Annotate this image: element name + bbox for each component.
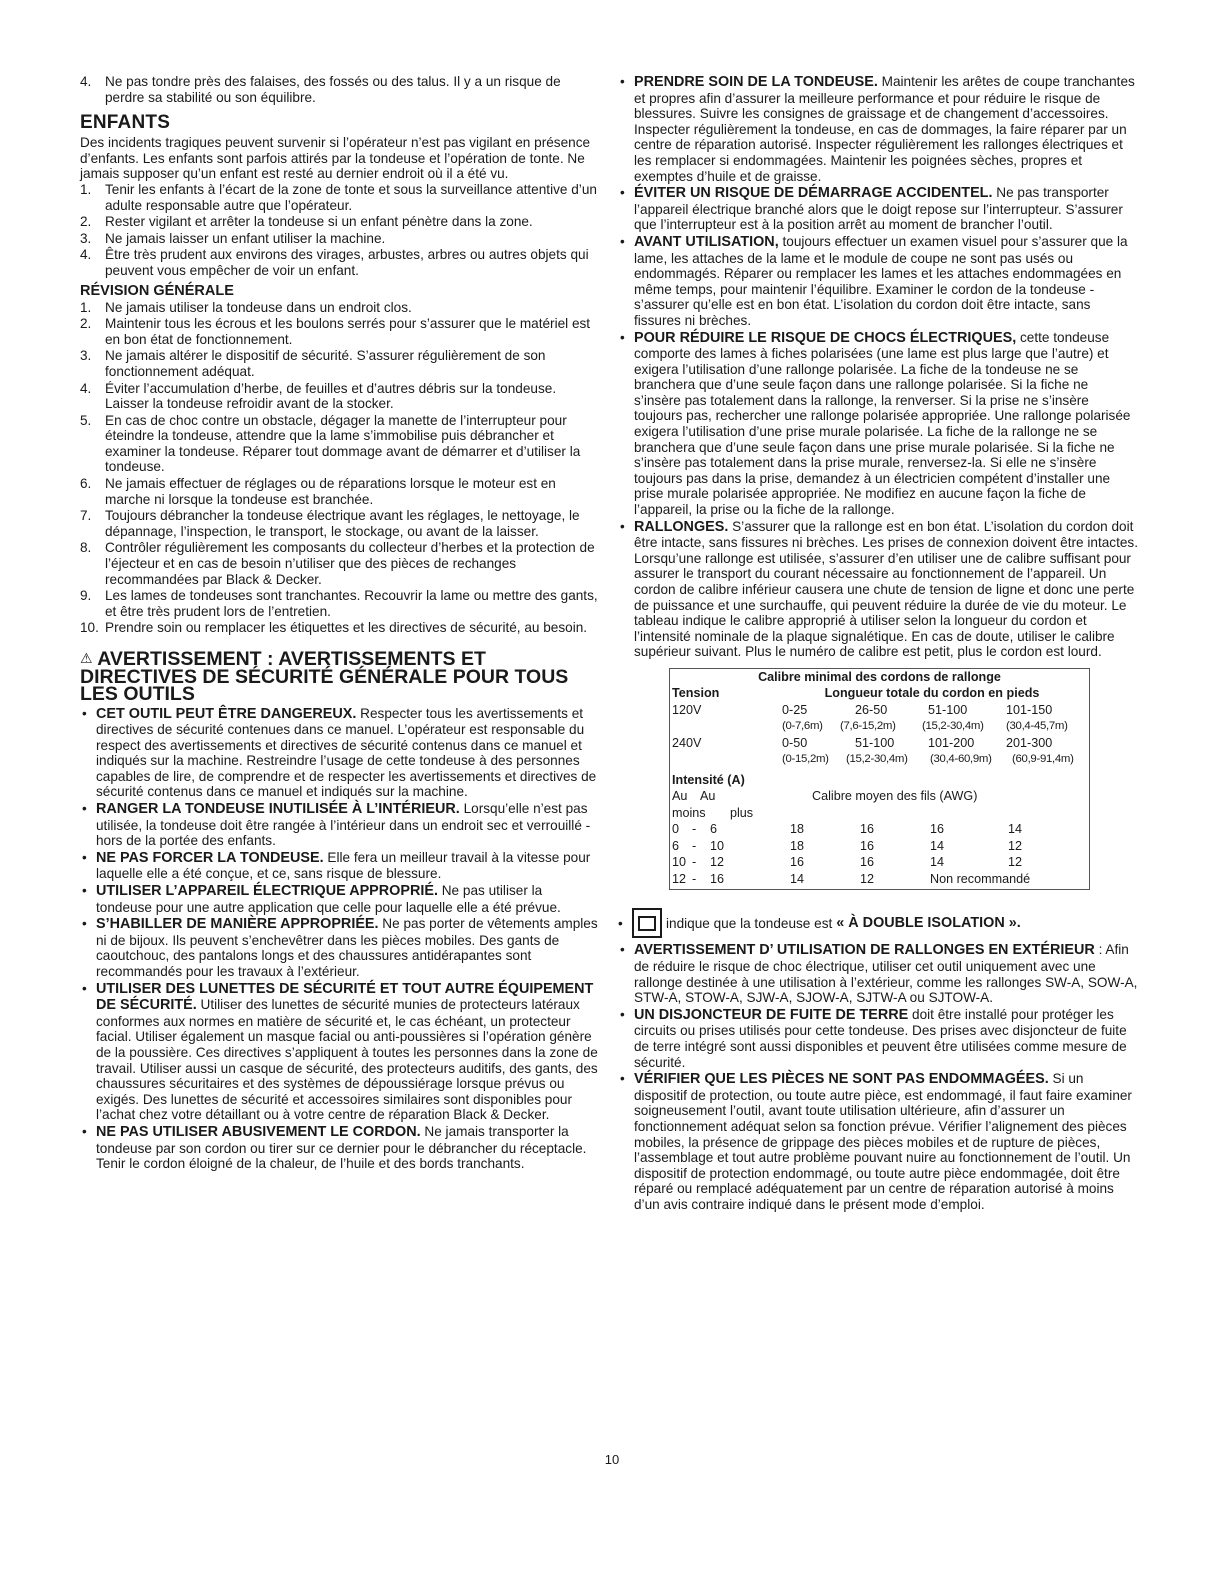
extension-cord-table [669, 668, 1090, 891]
table-row: Au Au Calibre moyen des fils (AWG) [672, 789, 978, 804]
list-item: 2. Maintenir tous les écrous et les boulons serrés pour s’assurer que le matériel est en bon état de fonctionnement. [80, 316, 591, 347]
list-item: • ÉVITER UN RISQUE DE DÉMARRAGE ACCIDENTEL. Ne pas transporter l’appareil électrique branché alors que le doigt repose sur l’interrupteur. S’assurer que l’interrupteur est à la position arrêt au moment de brancher l’outil. [620, 185, 1123, 233]
list-item: • AVANT UTILISATION, toujours effectuer un examen visuel pour s’assurer que la lame, les attaches de la lame et le module de coupe ne sont pas usés ou endommagés. Réparer ou remplacer les lames et les attaches endommagées en même temps, pour maintenir l’équilibre. Examiner le cordon de la tondeuse - s’assurer qu’elle est en bon état. L’isolation du cordon doit être intacte, sans fissures ni brèches. [620, 233, 1128, 328]
list-item: 3. Ne jamais altérer le dispositif de sécurité. S’assurer régulièrement de son fonctionnement adéquat. [80, 348, 546, 379]
table-row: (0-7,6m) (7,6-15,2m) (15,2-30,4m) (30,4-45,7m) [782, 720, 1068, 733]
table-row: 10 - 12 16 16 14 12 [672, 855, 1023, 870]
list-item: • UTILISER DES LUNETTES DE SÉCURITÉ ET TOUT AUTRE ÉQUIPEMENT DE SÉCURITÉ. Utiliser des lunettes de sécurité munies de protecteurs latéraux conformes aux normes en matière de sécurité et, le cas échéant, un protecteur facial. Utiliser également un masque facial ou anti-poussières si l’opération génère de la poussière. Ces directives s’appliquent à toutes les personnes dans la zone de travail. Utiliser aussi un casque de sécurité, des protecteurs auditifs, des gants, des chaussures sécuritaires et des systèmes de dépoussiérage lorsque prévus ou exigés. Des lunettes de sécurité et accessoires similaires sont disponibles pour l’achat chez votre détaillant ou à votre centre de réparation Black & Decker. [82, 980, 598, 1123]
list-item: 5. En cas de choc contre un obstacle, dégager la manette de l’interrupteur pour éteindre la tondeuse, attendre que la lame s’immobilise puis débrancher et examiner la tondeuse. Réparer tout dommage avant de démarrer et d’utiliser la tondeuse. [80, 412, 581, 475]
enfants-list [80, 182, 600, 279]
warning-title: ⚠ AVERTISSEMENT : AVERTISSEMENTS ET DIRECTIVES DE SÉCURITÉ GÉNÉRALE POUR TOUS LES OUTILS [80, 648, 569, 705]
list-item: 4. Être très prudent aux environs des virages, arbustes, arbres ou autres objets qui peuvent vous empêcher de voir un enfant. [80, 247, 589, 278]
table-row: 6 - 10 18 16 14 12 [672, 838, 1023, 853]
warning-list [80, 706, 600, 1172]
right-column [618, 74, 1138, 1214]
enfants-paragraph: Des incidents tragiques peuvent survenir si l’opérateur n’est pas vigilant en présence d’enfants. Les enfants sont parfois attirés par la tondeuse et l’opération de tonte. Ne jamais supposer qu’un enfant est resté au dernier endroit où il a été vu. [80, 135, 591, 182]
list-item: • CET OUTIL PEUT ÊTRE DANGEREUX. Respecter tous les avertissements et directives de sécurité contenues dans ce manuel. L’opérateur est responsable du respect des avertissements et directives de sécurité contenus dans ce manuel et indiqués sur la machine. Restreindre l’usage de cette tondeuse à des personnes capables de lire, de comprendre et de respecter les avertissements et directives de sécurité contenus dans ce manuel et indiqués sur la machine. [82, 705, 597, 800]
table-row: 240V 0-50 51-100 101-200 201-300 [672, 735, 1053, 750]
list-item: 10. Prendre soin ou remplacer les étiquettes et les directives de sécurité, au besoin. [80, 620, 588, 636]
list-item: • PRENDRE SOIN DE LA TONDEUSE. Maintenir les arêtes de coupe tranchantes et propres afin d’assurer la meilleure performance et pour réduire le risque de blessures. Suivre les consignes de graissage et de changement d’accessoires. Inspecter régulièrement la tondeuse, en cas de dommages, la faire réparer par un centre de réparation autorisé. Inspecter régulièrement les rallonges électriques et les remplacer si endommagées. Maintenir les poignées sèches, propres et exemptes d’huile et de graisse. [620, 74, 1135, 184]
list-item: • NE PAS FORCER LA TONDEUSE. Elle fera un meilleur travail à la vitesse pour laquelle elle a été conçue, et ce, sans risque de blessure. [82, 849, 591, 882]
list-item: • S’HABILLER DE MANIÈRE APPROPRIÉE. Ne pas porter de vêtements amples ni de bijoux. Ils peuvent s’enchevêtrer dans les pièces mobiles. Des gants de caoutchouc, des pantalons longs et des chaussures antidérapantes sont recommandés pour les travaux à l’extérieur. [82, 916, 598, 979]
list-item: • AVERTISSEMENT D’ UTILISATION DE RALLONGES EN EXTÉRIEUR : Afin de réduire le risque de choc électrique, utiliser cet outil uniquement avec une rallonge destinée à une utilisation à l’extérieur, comme les rallonges SW-A, SOW-A, STW-A, STOW-A, SJW-A, SJOW-A, SJTW-A ou SJTOW-A. [620, 942, 1138, 1006]
left-column [80, 74, 600, 1173]
double-insulation-icon [632, 908, 662, 938]
list-item: 6. Ne jamais effectuer de réglages ou de réparations lorsque le moteur est en marche ni lorsque la tondeuse est branchée. [80, 476, 556, 507]
list-item: 4. Éviter l’accumulation d’herbe, de feuilles et d’autres débris sur la tondeuse. Laisser la tondeuse refroidir avant de la stocker. [80, 380, 557, 412]
list-item: 9. Les lames de tondeuses sont tranchantes. Recouvrir la lame ou mettre des gants, et être très prudent lors de l’entretien. [80, 588, 598, 619]
list-item: 3. Ne jamais laisser un enfant utiliser la machine. [80, 230, 386, 246]
section-title-enfants: ENFANTS [80, 112, 171, 134]
warning-triangle-icon: ⚠ [80, 650, 93, 666]
table-row: 12 - 16 14 12 Non recommandé [672, 871, 1031, 886]
section-title-revision: RÉVISION GÉNÉRALE [80, 282, 234, 299]
table-row: Tension Longueur totale du cordon en pieds [672, 686, 1040, 701]
revision-list [80, 300, 600, 636]
table-row: 120V 0-25 26-50 51-100 101-150 [672, 702, 1053, 717]
list-item: 1. Ne jamais utiliser la tondeuse dans un endroit clos. [80, 299, 412, 315]
double-insulation-line: • indique que la tondeuse est « À DOUBLE ISOLATION ». [618, 908, 1138, 938]
list-item: • VÉRIFIER QUE LES PIÈCES NE SONT PAS ENDOMMAGÉES. Si un dispositif de protection, ou toute autre pièce, est endommagé, il faut faire examiner soigneusement l’outil, avant toute utilisation ultérieure, afin d’assurer un fonctionnement adéquat selon sa fonction prévue. Vérifier l’alignement des pièces mobiles, la présence de grippage des pièces mobiles et de rupture de pièces, l’assemblage et tout autre problème pouvant nuire au fonctionnement de l’outil. Un dispositif de protection endommagé, ou toute autre pièce endommagée, doit être réparé ou remplacé adéquatement par un centre de réparation autorisé à moins d’un avis contraire indiqué dans le présent mode d’emploi. [620, 1071, 1132, 1212]
list-item: • RANGER LA TONDEUSE INUTILISÉE À L’INTÉRIEUR. Lorsqu’elle n’est pas utilisée, la tondeuse doit être rangée à l’intérieur dans un endroit sec et verrouillé - hors de la portée des enfants. [82, 801, 591, 849]
list-item: • NE PAS UTILISER ABUSIVEMENT LE CORDON. Ne jamais transporter la tondeuse par son cordon ou tirer sur ce dernier pour le débrancher du réceptacle. Tenir le cordon éloigné de la chaleur, de l’huile et des bords tranchants. [82, 1123, 587, 1172]
table-row: Intensité (A) [672, 772, 745, 787]
list-item: 7. Toujours débrancher la tondeuse électrique avant les réglages, le nettoyage, le dépannage, l’inspection, le transport, le stockage, ou avant de la laisser. [80, 508, 580, 539]
list-item: • RALLONGES. S’assurer que la rallonge est en bon état. L’isolation du cordon doit être intacte, sans fissures ni brèches. Les prises de connexion doivent être intactes. Lorsqu’une rallonge est utilisée, s’assurer d’en utiliser une de calibre suffisant pour assurer le transport du courant nécessaire au fonctionnement de l’appareil. Un cordon de calibre inférieur causera une chute de tension de ligne et donc une perte de puissance et une surchauffe, qui peuvent réduire la durée de vie du moteur. Le tableau indique le calibre approprié à utiliser selon la longueur du cordon et l’intensité nominale de la plaque signalétique. En cas de doute, utiliser le calibre supérieur suivant. Plus le numéro de calibre est petit, plus le cordon est lourd. [620, 518, 1138, 660]
table-row: moins plus [672, 805, 754, 820]
list-item: • POUR RÉDUIRE LE RISQUE DE CHOCS ÉLECTRIQUES, cette tondeuse comporte des lames à fiches polarisées (une lame est plus large que l’autre) et exigera l’utilisation d’une rallonge polarisée. La fiche de la tondeuse ne se branchera que d’une seule façon dans une rallonge polarisée. Si la fiche ne s’insère pas totalement dans la rallonge, la renverser. Si la prise ne s’insère toujours pas, rechercher une rallonge polarisée appropriée. Une rallonge polarisée exigera l’utilisation d’une prise murale polarisée. La fiche de la rallonge ne se branchera que d’une seule façon dans une prise murale polarisée. Si la fiche ne s’insère pas totalement dans la prise murale, renversez-la. Si elle ne s’insère toujours pas dans la prise, demandez à un électricien compétent d’installer une prise murale polarisée appropriée. Ne modifiez en aucune façon la fiche de l’appareil, la prise ou la fiche de la rallonge. [620, 329, 1131, 518]
page-number: 10 [604, 1452, 620, 1467]
list-item: • UN DISJONCTEUR DE FUITE DE TERRE doit être installé pour protéger les circuits ou prises utilisés pour cette tondeuse. Des prises avec disjoncteur de fuite de terre intégré sont aussi disponibles et peuvent être utilisées comme mesure de sécurité. [620, 1006, 1127, 1070]
table-row: 0 - 6 18 16 16 14 [672, 822, 1023, 837]
table-title: Calibre minimal des cordons de rallonge [758, 669, 1001, 684]
list-item: 4. Ne pas tondre près des falaises, des fossés ou des talus. Il y a un risque de perdre sa stabilité ou son équilibre. [80, 74, 561, 105]
list-item: 8. Contrôler régulièrement les composants du collecteur d’herbes et la protection de l’éjecteur et en cas de besoin n’utiliser que des pièces de rechanges recommandées par Black & Decker. [80, 540, 595, 587]
list-item: • UTILISER L’APPAREIL ÉLECTRIQUE APPROPRIÉ. Ne pas utiliser la tondeuse pour une autre application que celle pour laquelle elle a été prévue. [82, 883, 561, 915]
table-row: (0-15,2m) (15,2-30,4m) (30,4-60,9m) (60,9-91,4m) [782, 753, 1074, 766]
list-item: 1. Tenir les enfants à l’écart de la zone de tonte et sous la surveillance attentive d’un adulte responsable autre que l’opérateur. [80, 181, 597, 213]
list-item: 2. Rester vigilant et arrêter la tondeuse si un enfant pénètre dans la zone. [80, 214, 533, 230]
